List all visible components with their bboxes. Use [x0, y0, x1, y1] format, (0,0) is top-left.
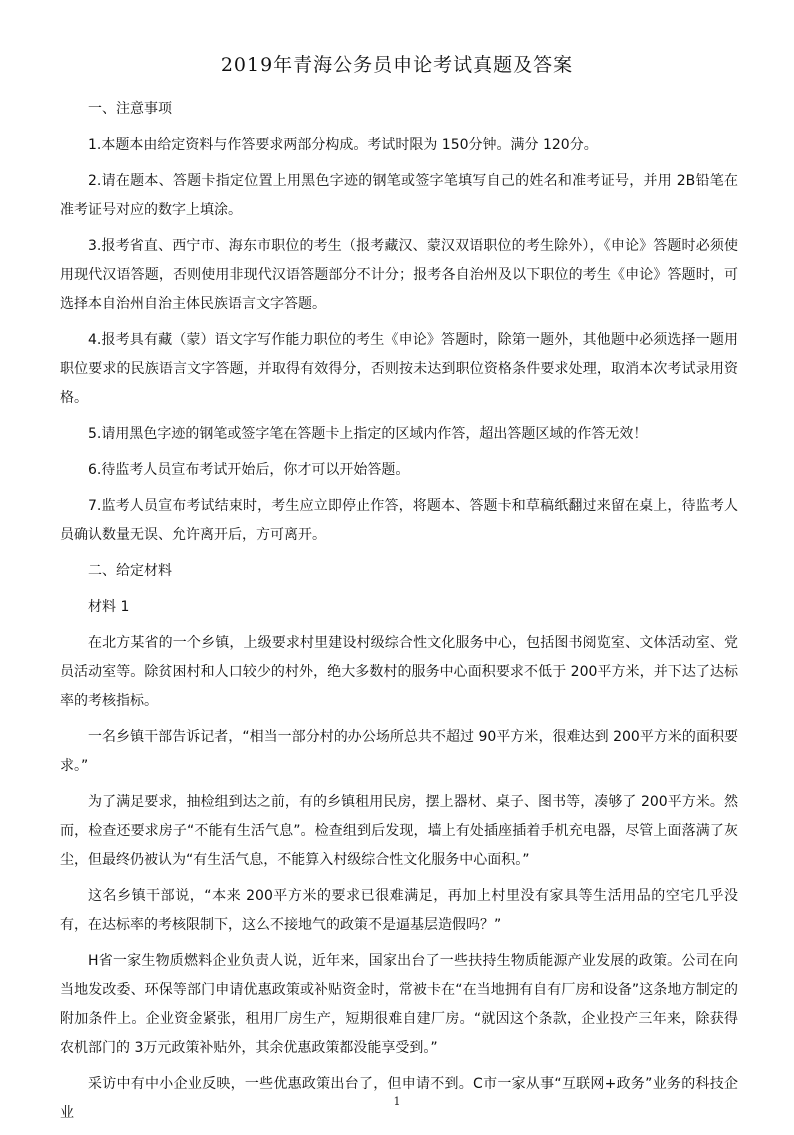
note-item: 7.监考人员宣布考试结束时，考生应立即停止作答，将题本、答题卡和草稿纸翻过来留在桌上，待监考人员确认数量无误、允许离开后，方可离开。: [60, 498, 738, 543]
material-paragraph: 为了满足要求，抽检组到达之前，有的乡镇租用民房，摆上器材、桌子、图书等，凑够了 200平方米。然而，检查还要求房子“不能有生活气息”。检查组到后发现，墙上有处插座插着手机充电器，尽管上面落满了灰尘，但最终仍被认为“有生活气息，不能算入村级综合性文化服务中心面积。”: [60, 794, 738, 868]
section-heading-materials: 二、给定材料: [88, 563, 172, 579]
material-paragraph: 一名乡镇干部告诉记者，“相当一部分村的办公场所总共不超过 90平方米，很难达到 200平方米的面积要求。”: [60, 729, 738, 774]
material-heading: 材料 1: [88, 599, 130, 615]
material-paragraph: H省一家生物质燃料企业负责人说，近年来，国家出台了一些扶持生物质能源产业发展的政策。公司在向当地发改委、环保等部门申请优惠政策或补贴资金时，常被卡在“在当地拥有自有厂房和设备”这条地方制定的附加条件上。企业资金紧张，租用厂房生产，短期很难自建厂房。“就因这个条款，企业投产三年来，除获得农机部门的 3万元政策补贴外，其余优惠政策都没能享受到。”: [60, 953, 738, 1056]
document-body: [60, 95, 738, 1135]
note-item: 5.请用黑色字迹的钢笔或签字笔在答题卡上指定的区域内作答，超出答题区域的作答无效！: [88, 426, 648, 442]
note-item: 1.本题本由给定资料与作答要求两部分构成。考试时限为 150分钟。满分 120分。: [88, 137, 598, 153]
note-item: 3.报考省直、西宁市、海东市职位的考生（报考藏汉、蒙汉双语职位的考生除外），《申论》答题时必须使用现代汉语答题，否则使用非现代汉语答题部分不计分；报考各自治州及以下职位的考生《申论》答题时，可选择本自治州自治主体民族语言文字答题。: [60, 238, 738, 312]
document-title: 2019年青海公务员申论考试真题及答案: [220, 54, 574, 76]
section-heading-notes: 一、注意事项: [88, 101, 172, 117]
material-paragraph: 这名乡镇干部说，“本来 200平方米的要求已很难满足，再加上村里没有家具等生活用品的空宅几乎没有，在达标率的考核限制下，这么不接地气的政策不是逼基层造假吗？”: [60, 888, 738, 933]
material-paragraph: 在北方某省的一个乡镇，上级要求村里建设村级综合性文化服务中心，包括图书阅览室、文体活动室、党员活动室等。除贫困村和人口较少的村外，绝大多数村的服务中心面积要求不低于 200平方米，并下达了达标率的考核指标。: [60, 635, 738, 709]
note-item: 4.报考具有藏（蒙）语文字写作能力职位的考生《申论》答题时，除第一题外，其他题中必须选择一题用职位要求的民族语言文字答题，并取得有效得分，否则按未达到职位资格条件要求处理，取消本次考试录用资格。: [60, 332, 738, 406]
page-number: 1: [393, 1095, 401, 1108]
note-item: 6.待监考人员宣布考试开始后，你才可以开始答题。: [88, 462, 410, 478]
note-item: 2.请在题本、答题卡指定位置上用黑色字迹的钢笔或签字笔填写自己的姓名和准考证号，并用 2B铅笔在准考证号对应的数字上填涂。: [60, 173, 738, 218]
material-paragraph: 采访中有中小企业反映，一些优惠政策出台了，但申请不到。C市一家从事“互联网+政务”业务的科技企业: [60, 1076, 738, 1121]
